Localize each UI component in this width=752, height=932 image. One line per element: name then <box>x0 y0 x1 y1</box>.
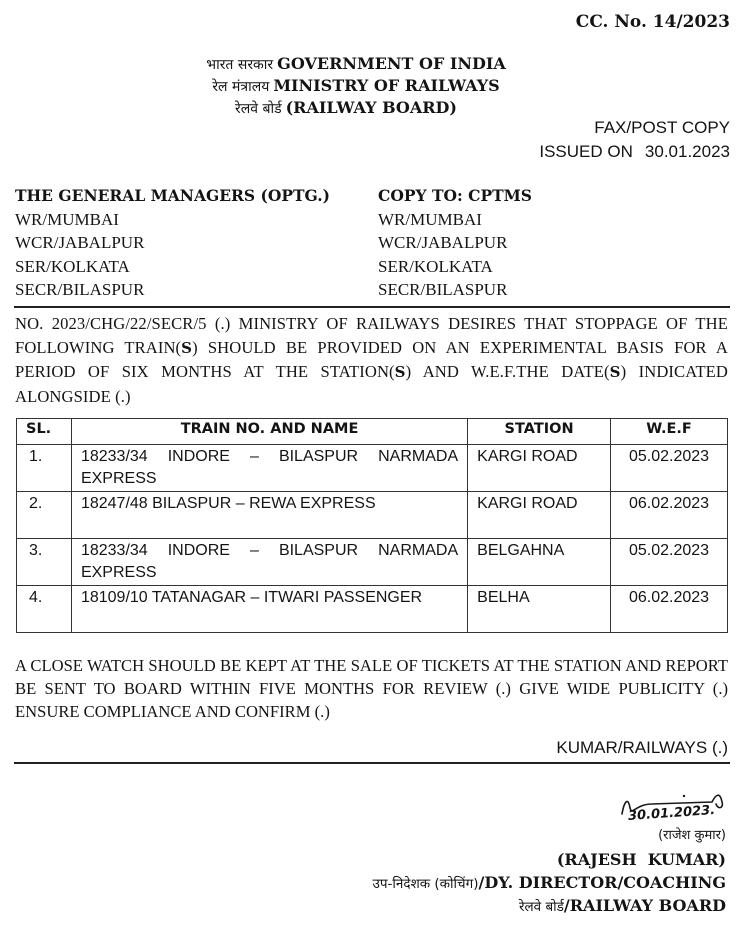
header-station: STATION <box>468 419 611 445</box>
message-text: ) AND W.E.F.THE DATE( <box>405 362 610 381</box>
signatory-name-hindi: (राजेश कुमार) <box>658 828 726 843</box>
issued-on-line <box>539 142 730 162</box>
government-heading-english: GOVERNMENT OF INDIA <box>277 54 506 73</box>
board-heading-hindi: रेलवे बोर्ड <box>235 101 282 117</box>
cell-wef: 05.02.2023 <box>611 445 728 492</box>
copy-to-title: COPY TO: CPTMS <box>378 186 532 205</box>
divider-line <box>14 306 730 308</box>
board-heading-english: (RAILWAY BOARD) <box>285 98 457 117</box>
ministry-heading <box>0 76 712 96</box>
cell-sl: 1. <box>17 445 72 492</box>
board-heading <box>0 98 692 118</box>
fax-post-copy-label: FAX/POST COPY <box>594 118 730 137</box>
header-train: TRAIN NO. AND NAME <box>71 419 467 445</box>
addressee-item: SECR/BILASPUR <box>15 280 145 299</box>
ministry-heading-hindi: रेल मंत्रालय <box>212 79 270 95</box>
designation-english: /DY. DIRECTOR/COACHING <box>478 873 726 892</box>
addressee-column <box>15 184 330 302</box>
signature-date: 30.01.2023. <box>627 802 716 825</box>
office-hindi: रेलवे बोर्ड <box>518 899 564 915</box>
cell-wef: 06.02.2023 <box>611 492 728 539</box>
signatory-designation <box>372 873 726 892</box>
cell-train: 18233/34 INDORE – BILASPUR NARMADA EXPRESS <box>71 445 467 492</box>
copy-to-item: WR/MUMBAI <box>378 209 482 229</box>
message-emphasis: S <box>181 338 193 357</box>
message-paragraph <box>15 312 728 408</box>
addressee-item: WCR/JABALPUR <box>15 233 145 252</box>
message-text: NO. 2023/CHG/22/SECR/5 (.) MINISTRY OF RAILWAYS DESIRES THAT STOPPAGE OF THE FOLLOWING TRAIN( <box>15 314 728 357</box>
cell-sl: 2. <box>17 492 72 539</box>
cell-station: BELGAHNA <box>468 539 611 586</box>
cell-train: 18233/34 INDORE – BILASPUR NARMADA EXPRESS <box>71 539 467 586</box>
government-heading <box>0 54 712 74</box>
header-wef: W.E.F <box>611 419 728 445</box>
message-text: ) INDICATED ALONGSIDE (.) <box>15 362 728 406</box>
message-text: ) SHOULD BE PROVIDED ON AN EXPERIMENTAL BASIS FOR A PERIOD OF SIX MONTHS AT THE STATION( <box>15 337 728 381</box>
message-emphasis: S <box>609 363 621 381</box>
table-row <box>17 586 728 633</box>
copy-to-item: WCR/JABALPUR <box>378 233 508 252</box>
train-stoppage-table <box>16 418 728 633</box>
signatory-name: (RAJESH KUMAR) <box>556 850 726 869</box>
addressee-item: SER/KOLKATA <box>15 256 130 276</box>
sign-off-line: KUMAR/RAILWAYS (.) <box>556 738 728 757</box>
designation-hindi: उप-निदेशक (कोचिंग) <box>372 876 479 892</box>
table-row <box>17 539 728 586</box>
office-english: /RAILWAY BOARD <box>563 896 726 915</box>
cell-station: BELHA <box>468 586 611 633</box>
signatory-office <box>519 896 726 915</box>
closing-divider-line <box>14 762 730 764</box>
government-heading-hindi: भारत सरकार <box>206 57 274 73</box>
ministry-heading-english: MINISTRY OF RAILWAYS <box>273 76 500 95</box>
table-row <box>17 492 728 539</box>
copy-to-column <box>378 184 532 302</box>
cell-wef: 06.02.2023 <box>611 586 728 633</box>
table-header-row <box>17 419 728 445</box>
cell-train: 18109/10 TATANAGAR – ITWARI PASSENGER <box>71 586 467 633</box>
issued-on-date: 30.01.2023 <box>644 142 730 161</box>
cell-wef: 05.02.2023 <box>611 539 728 586</box>
cell-sl: 4. <box>17 586 72 633</box>
circular-number: CC. No. 14/2023 <box>575 12 730 32</box>
addressee-title: THE GENERAL MANAGERS (OPTG.) <box>15 186 330 205</box>
instructions-paragraph: A CLOSE WATCH SHOULD BE KEPT AT THE SALE OF TICKETS AT THE STATION AND REPORT BE SENT TO BOARD WITHIN FIVE MONTHS FOR REVIEW (.) GIVE WIDE PUBLICITY (.) ENSURE COMPLIANCE AND CONFIRM (.) <box>15 656 728 721</box>
cell-sl: 3. <box>17 539 72 586</box>
cell-station: KARGI ROAD <box>468 445 611 492</box>
cell-train: 18247/48 BILASPUR – REWA EXPRESS <box>71 492 467 539</box>
addressee-item: WR/MUMBAI <box>15 209 119 229</box>
message-emphasis: S <box>394 363 406 381</box>
copy-to-item: SER/KOLKATA <box>378 256 493 276</box>
issued-on-label: ISSUED ON <box>539 142 633 161</box>
copy-to-item: SECR/BILASPUR <box>378 280 508 299</box>
cell-station: KARGI ROAD <box>468 492 611 539</box>
header-sl: SL. <box>17 419 72 445</box>
table-row <box>17 445 728 492</box>
